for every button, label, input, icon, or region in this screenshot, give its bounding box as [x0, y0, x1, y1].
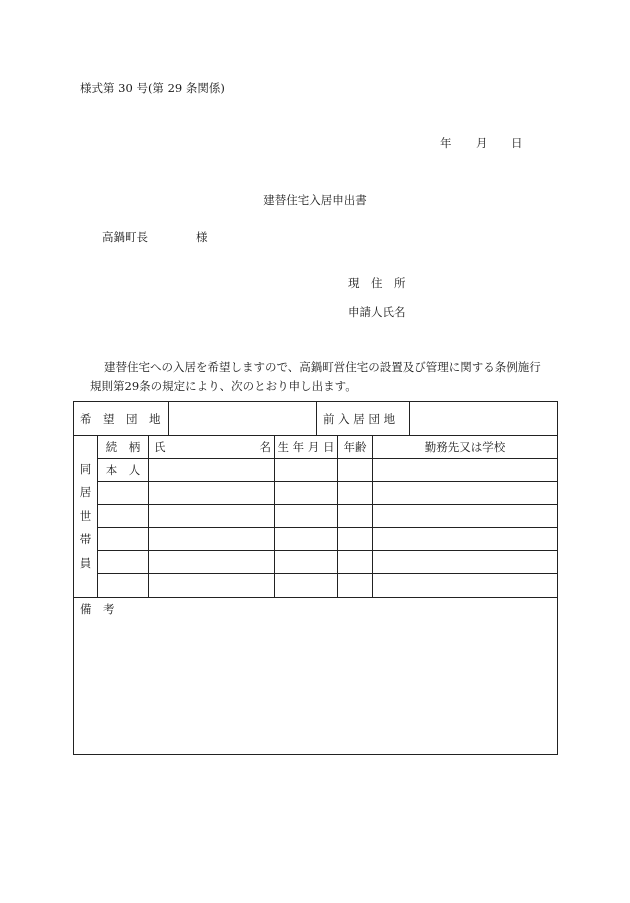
- member-workplace-cell: [372, 481, 558, 505]
- applicant-address-label: 現 住 所: [348, 276, 406, 290]
- member-age-cell: [337, 573, 373, 598]
- member-name-cell: [148, 527, 275, 551]
- form-number: 様式第 30 号(第 29 条関係): [80, 81, 225, 95]
- member-relationship: 本 人: [105, 463, 141, 477]
- member-workplace-cell: [372, 458, 558, 482]
- member-age-cell: [337, 458, 373, 482]
- household-label-char: 世: [79, 508, 92, 523]
- workplace-header-label: 勤務先又は学校: [424, 440, 506, 454]
- member-name-cell: [148, 573, 275, 598]
- member-birth-date-cell: [274, 527, 338, 551]
- household-members-label-cell: [73, 435, 98, 598]
- application-table: [73, 401, 558, 755]
- member-relationship-cell: [97, 481, 149, 505]
- remarks-cell: [73, 597, 558, 755]
- age-header-label: 年齢: [343, 440, 367, 454]
- desired-complex-label-cell: [73, 401, 169, 436]
- applicant-name-label: 申請人氏名: [348, 305, 406, 319]
- member-birth-date-cell: [274, 504, 338, 528]
- remarks-label: 備 考: [80, 602, 115, 616]
- member-birth-date-cell: [274, 458, 338, 482]
- household-label-char: 同: [79, 461, 92, 476]
- name-header-left: 氏: [154, 440, 166, 454]
- previous-complex-label-cell: [316, 401, 410, 436]
- column-header-birth-date: [274, 435, 338, 459]
- member-workplace-cell: [372, 527, 558, 551]
- member-age-cell: [337, 550, 373, 574]
- household-label-char: 居: [79, 485, 92, 500]
- household-label-char: 員: [79, 555, 92, 570]
- addressee-name: 高鍋町長: [102, 230, 148, 244]
- member-birth-date-cell: [274, 481, 338, 505]
- date-day-label: 日: [511, 136, 523, 150]
- desired-complex-value-cell: [168, 401, 317, 436]
- household-label-char: 帯: [79, 532, 92, 547]
- member-birth-date-cell: [274, 573, 338, 598]
- date-year-label: 年: [440, 136, 452, 150]
- document-title: 建替住宅入居申出書: [263, 193, 367, 207]
- member-workplace-cell: [372, 573, 558, 598]
- member-relationship-cell: [97, 504, 149, 528]
- member-workplace-cell: [372, 550, 558, 574]
- member-name-cell: [148, 504, 275, 528]
- member-birth-date-cell: [274, 550, 338, 574]
- member-relationship-cell: [97, 527, 149, 551]
- name-header-right: 名: [259, 440, 271, 454]
- column-header-workplace: [372, 435, 558, 459]
- member-name-cell: [148, 550, 275, 574]
- member-workplace-cell: [372, 504, 558, 528]
- member-relationship-cell: [97, 550, 149, 574]
- member-age-cell: [337, 527, 373, 551]
- member-name-cell: [148, 458, 275, 482]
- column-header-age: [337, 435, 373, 459]
- column-header-name: [148, 435, 275, 459]
- previous-complex-value-cell: [409, 401, 558, 436]
- addressee-honorific: 様: [196, 230, 208, 244]
- desired-complex-label: 希 望 団 地: [80, 411, 161, 426]
- member-name-cell: [148, 481, 275, 505]
- body-text-line-2: 規則第29条の規定により、次のとおり申し出ます。: [90, 379, 357, 393]
- previous-complex-label: 前 入 居 団 地: [323, 411, 396, 426]
- member-age-cell: [337, 504, 373, 528]
- member-relationship-cell: [97, 573, 149, 598]
- body-text-line-1: 建替住宅への入居を希望しますので、高鍋町営住宅の設置及び管理に関する条例施行: [104, 360, 541, 374]
- birth-date-header-label: 生 年 月 日: [277, 440, 335, 454]
- member-age-cell: [337, 481, 373, 505]
- relationship-header-label: 続 柄: [105, 440, 141, 454]
- date-month-label: 月: [476, 136, 488, 150]
- member-relationship-cell: [97, 458, 149, 482]
- column-header-relationship: [97, 435, 149, 459]
